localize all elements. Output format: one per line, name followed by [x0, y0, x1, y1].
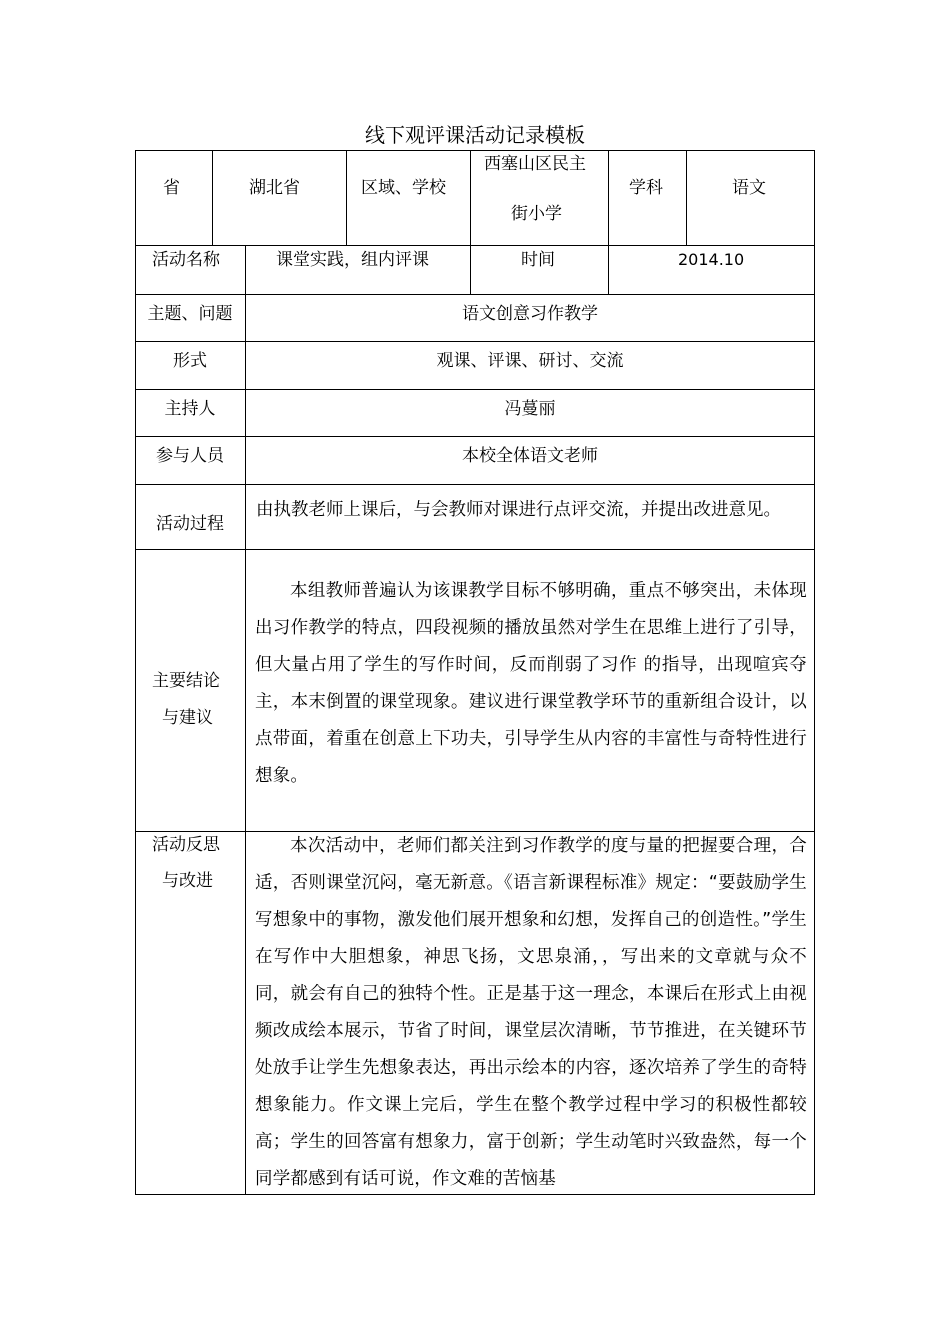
host-label: 主持人: [164, 399, 216, 419]
table-rule: [135, 549, 815, 550]
region-value-line1: 西塞山区民主: [484, 154, 586, 174]
table-rule: [686, 150, 687, 246]
time-value: 2014.10: [678, 250, 745, 269]
document-title: 线下观评课活动记录模板: [365, 123, 585, 147]
table-rule: [135, 245, 815, 246]
table-rule: [245, 245, 246, 1195]
record-table: [135, 150, 815, 1195]
table-rule: [135, 150, 815, 151]
table-rule: [212, 150, 213, 246]
participants-label: 参与人员: [156, 446, 224, 466]
topic-label: 主题、问题: [147, 304, 233, 324]
conclusion-label-line1: 主要结论: [152, 671, 220, 691]
host-value: 冯蔓丽: [504, 399, 556, 419]
reflection-label-line2: 与改进: [162, 871, 213, 891]
conclusion-text: 本组教师普遍认为该课教学目标不够明确，重点不够突出，未体现出习作教学的特点，四段视频的播放虽然对学生在思维上进行了引导，但大量占用了学生的写作时间，反而削弱了习作 的指导，出现喧宾夺主，本末倒置的课堂现象。建议进行课堂教学环节的重新组合设计，以点带面，着重在创意上下功夫，引导学生从内容的丰富性与奇特性进行想象。: [255, 581, 807, 786]
subject-label: 学科: [629, 178, 663, 198]
process-value: 由执教老师上课后，与会教师对课进行点评交流，并提出改进意见。: [256, 500, 781, 520]
conclusion-label-line2: 与建议: [162, 708, 213, 728]
region-value-line2: 街小学: [511, 204, 562, 224]
table-rule: [608, 150, 609, 295]
table-rule: [346, 150, 347, 246]
table-rule: [135, 484, 815, 485]
reflection-text: 本次活动中，老师们都关注到习作教学的度与量的把握要合理，合适，否则课堂沉闷，毫无新意。《语言新课程标准》规定：“要鼓励学生写想象中的事物，激发他们展开想象和幻想，发挥自己的创造性。”学生在写作中大胆想象，神思飞扬，文思泉涌，，写出来的文章就与众不同，就会有自己的独特个性。正是基于这一理念，本课后在形式上由视频改成绘本展示，节省了时间，课堂层次清晰，节节推进，在关键环节处放手让学生先想象表达，再出示绘本的内容，逐次培养了学生的奇特想象能力。作文课上完后，学生在整个教学过程中学习的积极性都较高；学生的回答富有想象力，富于创新；学生动笔时兴致盎然，每一个同学都感到有话可说，作文难的苦恼基: [255, 836, 807, 1189]
subject-value: 语文: [732, 178, 766, 198]
time-label: 时间: [521, 250, 555, 270]
reflection-label-line1: 活动反思: [152, 835, 220, 855]
table-rule: [135, 1194, 815, 1195]
region-label: 区域、学校: [361, 178, 446, 198]
province-value: 湖北省: [249, 178, 300, 198]
format-label: 形式: [173, 351, 207, 371]
table-rule: [470, 150, 471, 295]
participants-value: 本校全体语文老师: [462, 446, 598, 466]
activity-name-label: 活动名称: [152, 250, 220, 270]
topic-value: 语文创意习作教学: [462, 304, 598, 324]
process-label: 活动过程: [156, 514, 224, 534]
activity-name-value: 课堂实践，组内评课: [276, 250, 429, 270]
province-label: 省: [163, 178, 180, 198]
format-value: 观课、评课、研讨、交流: [436, 351, 624, 371]
